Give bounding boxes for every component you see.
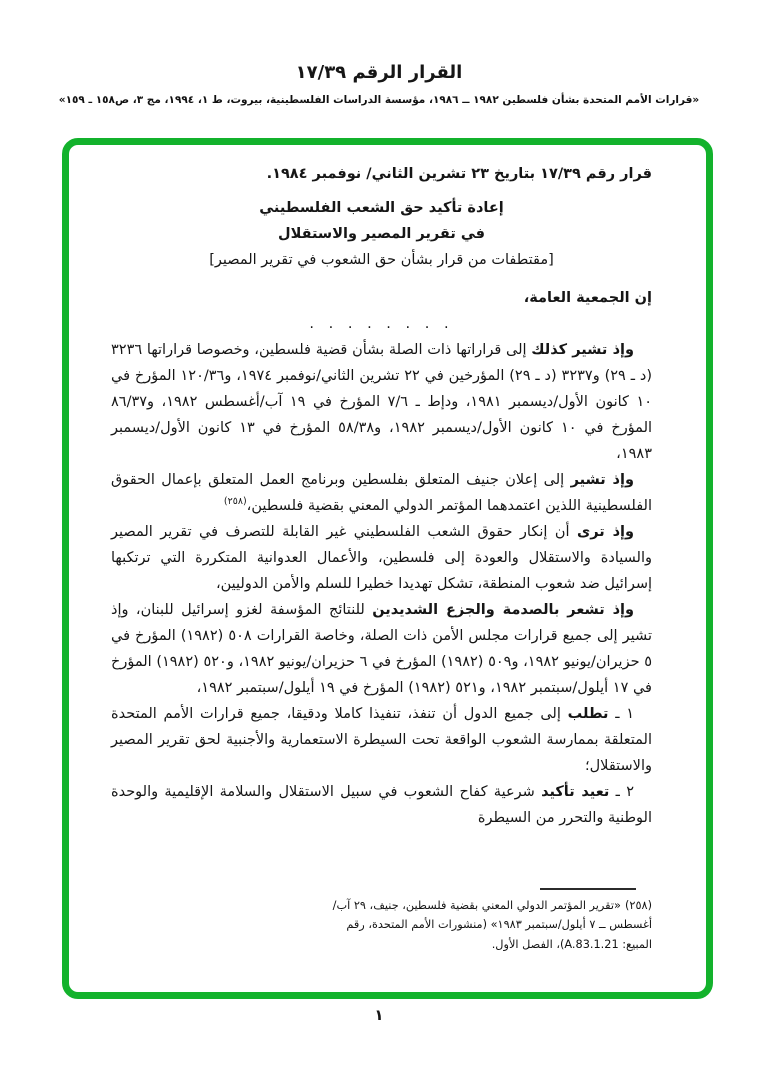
paragraph-lead: تعيد تأكيد [541, 784, 610, 800]
page-title: القرار الرقم ١٧/٣٩ [295, 62, 463, 83]
page-number: ١ [374, 1006, 384, 1024]
operative-paragraph-1 [111, 701, 652, 779]
paragraph-recalling-resolutions [111, 337, 652, 467]
excerpt-note: [مقتطفات من قرار بشأن حق الشعوب في تقرير المصير] [209, 252, 554, 268]
document-frame [62, 138, 713, 999]
paragraph-number: ٢ ـ [609, 784, 634, 800]
source-citation: «قرارات الأمم المتحدة بشأن فلسطين ١٩٨٢ ــ ١٩٨٦، مؤسسة الدراسات الفلسطينية، بيروت، ط ١، ١٩٩٤، مج ٣، ص١٥٨ ـ ١٥٩» [58, 94, 700, 106]
paragraph-lead: وإذ تشعر بالصدمة والجزع الشديدين [372, 602, 635, 618]
paragraph-lead: وإذ تشير كذلك [531, 342, 634, 358]
paragraph-geneva-declaration [111, 467, 652, 519]
paragraph-text: إلى إعلان جنيف المتعلق بفلسطين وبرنامج العمل المتعلق بإعمال الحقوق الفلسطينية اللذين اعتمدهما المؤتمر الدولي المعني بقضية فلسطين، [111, 472, 652, 514]
footnote [330, 896, 652, 955]
paragraph-denial-of-rights [111, 519, 652, 597]
footnote-block [111, 878, 652, 955]
paragraph-lead: وإذ ترى [576, 524, 634, 540]
footnote-separator [540, 888, 636, 890]
resolution-title-line2: في تقرير المصير والاستقلال [277, 226, 486, 242]
operative-paragraph-2 [111, 779, 652, 831]
paragraph-text: إلى جميع الدول أن تنفذ، تنفيذا كاملا ودقيقا، جميع قرارات الأمم المتحدة المتعلقة بممارسة الشعوب الواقعة تحت السيطرة الاستعمارية والأجنبية لحق تقرير المصير والاستقلال؛ [111, 706, 652, 774]
paragraph-lead: وإذ تشير [570, 472, 634, 488]
footnote-marker: (٢٥٨) [624, 898, 652, 912]
paragraph-lead: تطلب [567, 706, 609, 722]
paragraph-text: إلى قراراتها ذات الصلة بشأن قضية فلسطين، وخصوصا قراراتها ٣٢٣٦ (د ـ ٢٩) و٣٢٣٧ (د ـ ٢٩) المؤرخين في ٢٢ تشرين الثاني/نوفمبر ١٩٧٤، و١٢٠/٣٦ المؤرخ في ١٠ كانون الأول/ديسمبر ١٩٨١، ودإط ـ ٧/٦ المؤرخ في ١٩ آب/أغسطس ١٩٨٢، و٨٦/٣٧ المؤرخ في ١٠ كانون الأول/ديسمبر ١٩٨٢، و٥٨/٣٨ المؤرخ في ١٣ كانون الأول/ديسمبر ١٩٨٣، [111, 342, 653, 462]
paragraph-text: شرعية كفاح الشعوب في سبيل الاستقلال والسلامة الإقليمية والوحدة الوطنية والتحرر من السيطرة [111, 784, 652, 826]
ellipsis-dots: . . . . . . . . [309, 316, 454, 332]
footnote-reference: (٢٥٨) [223, 496, 247, 508]
paragraph-text: للنتائج المؤسفة لغزو إسرائيل للبنان، وإذ تشير إلى جميع قرارات مجلس الأمن ذات الصلة، وخاصة القرارات ٥٠٨ (١٩٨٢) المؤرخ في ٥ حزيران/يونيو ١٩٨٢، و٥٠٩ (١٩٨٢) المؤرخ في ٦ حزيران/يونيو ١٩٨٢، و٥٢٠ (١٩٨٢) المؤرخ في ١٧ أيلول/سبتمبر ١٩٨٢، و٥٢١ (١٩٨٢) المؤرخ في ١٩ أيلول/سبتمبر ١٩٨٢، [111, 602, 652, 696]
paragraph-text: أن إنكار حقوق الشعب الفلسطيني غير القابلة للتصرف في تقرير المصير والسيادة والاستقلال والعودة إلى فلسطين، والأعمال العدوانية المتكررة التي ترتكبها إسرائيل ضد شعوب المنطقة، تشكل تهديدا خطيرا للسلم والأمن الدوليين، [111, 524, 652, 592]
page-header [0, 0, 758, 106]
footnote-text: «تقرير المؤتمر الدولي المعني بقضية فلسطين، جنيف، ٢٩ آب/أغسطس ــ ٧ أيلول/سبتمبر ١٩٨٣» (منشورات الأمم المتحدة، رقم المبيع: A.83.1.21)، الفصل الأول. [332, 898, 652, 951]
paragraph-lebanon-invasion [111, 597, 652, 701]
paragraph-number: ١ ـ [608, 706, 635, 722]
resolution-title-line1: إعادة تأكيد حق الشعب الفلسطيني [259, 200, 504, 216]
resolution-body [111, 159, 652, 831]
resolution-date-line: قرار رقم ١٧/٣٩ بتاريخ ٢٣ تشرين الثاني/ نوفمبر ١٩٨٤. [266, 166, 652, 182]
preamble-opening: إن الجمعية العامة، [523, 290, 652, 306]
